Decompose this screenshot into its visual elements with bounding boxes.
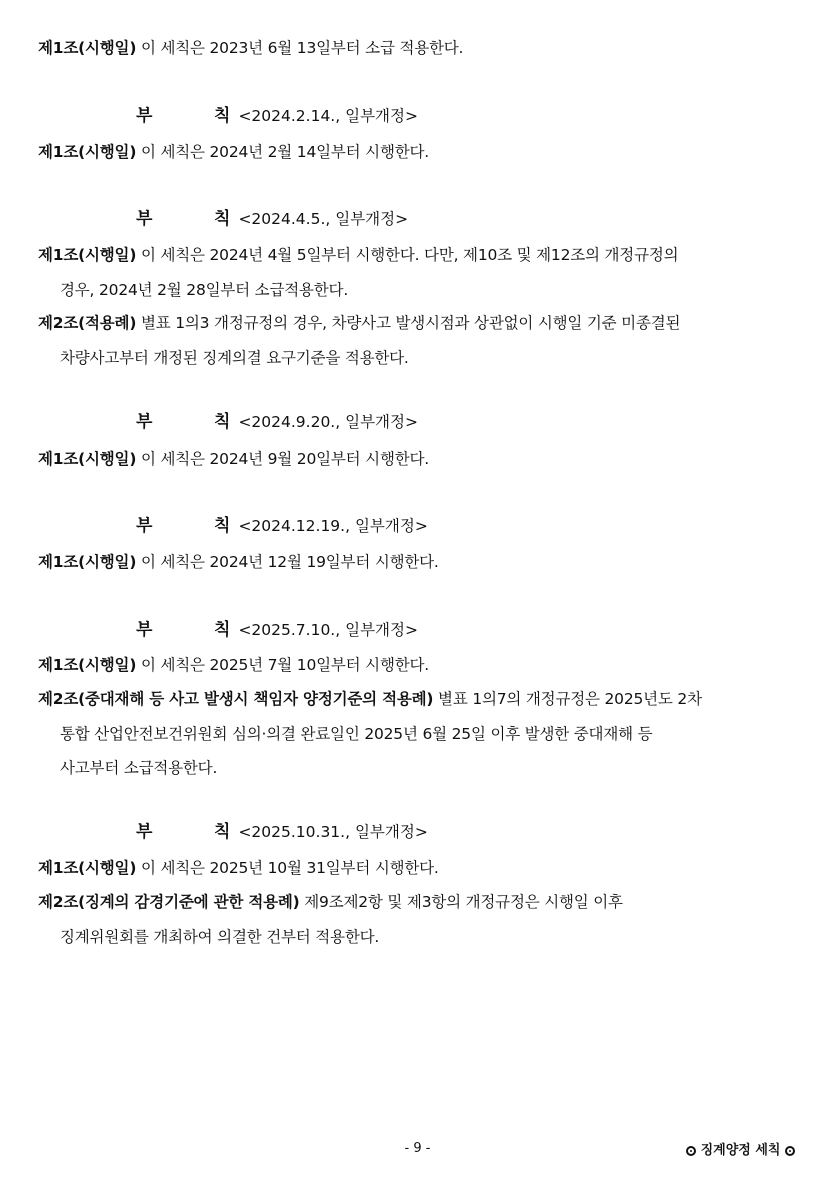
page-number: - 9 - [404,1141,431,1156]
addenda-label-chik: 칙 [214,106,231,126]
addenda-label-chik: 칙 [214,822,231,842]
addenda-label-bu: 부 [136,209,153,229]
article-continuation: 사고부터 소급적용한다. [60,759,218,777]
article [38,306,798,375]
article-heading: 제1조(시행일) [38,656,137,674]
addenda-label-chik: 칙 [214,620,231,640]
addenda-label-bu: 부 [136,516,153,536]
article-heading: 제1조(시행일) [38,39,137,57]
article-continuation: 징계위원회를 개최하여 의결한 건부터 적용한다. [60,927,380,946]
article [38,648,798,683]
amendment-date: <2025.7.10., 일부개정> [238,621,418,639]
amendment-date: <2024.2.14., 일부개정> [238,107,418,125]
bullseye-icon [686,1146,696,1156]
addenda-label-bu: 부 [136,620,153,640]
addenda-label-bu: 부 [136,106,153,126]
article-continuation: 경우, 2024년 2월 28일부터 소급적용한다. [60,280,349,299]
article [38,442,798,477]
article [38,545,798,580]
article-text: 이 세칙은 2024년 9월 20일부터 시행한다. [136,450,429,468]
article-heading: 제2조(적용례) [38,314,137,332]
addenda-heading [136,618,418,642]
article-continuation: 통합 산업안전보건위원회 심의·의결 완료일인 2025년 6월 25일 이후 발생한 중대재해 등 [60,724,653,743]
article [38,885,798,954]
article [38,238,798,307]
article-text: 별표 1의7의 개정규정은 2025년도 2차 [433,690,702,708]
addenda-heading [136,410,418,434]
article [38,135,798,170]
article [38,682,798,786]
article-heading: 제1조(시행일) [38,553,137,571]
document-title-text: 징계양정 세칙 [700,1143,781,1158]
article [38,31,798,66]
addenda-label-bu: 부 [136,822,153,842]
article-text: 이 세칙은 2024년 2월 14일부터 시행한다. [136,143,429,161]
article-heading: 제1조(시행일) [38,143,137,161]
article-heading: 제2조(중대재해 등 사고 발생시 책임자 양정기준의 적용례) [38,690,434,708]
article-text: 이 세칙은 2024년 12월 19일부터 시행한다. [136,553,439,571]
article-text: 제9조제2항 및 제3항의 개정규정은 시행일 이후 [299,893,623,911]
article-continuation: 차량사고부터 개정된 징계의결 요구기준을 적용한다. [60,348,409,367]
article-text: 이 세칙은 2024년 4월 5일부터 시행한다. 다만, 제10조 및 제12조의 개정규정의 [136,246,679,264]
amendment-date: <2024.4.5., 일부개정> [238,210,409,228]
bullseye-icon [785,1146,795,1156]
article-text: 이 세칙은 2023년 6월 13일부터 소급 적용한다. [136,39,464,57]
article [38,851,798,886]
article-heading: 제1조(시행일) [38,859,137,877]
addenda-heading [136,207,408,231]
addenda-label-chik: 칙 [214,209,231,229]
article-heading: 제1조(시행일) [38,246,137,264]
addenda-heading [136,514,428,538]
article-heading: 제1조(시행일) [38,450,137,468]
addenda-heading [136,820,428,844]
amendment-date: <2025.10.31., 일부개정> [238,823,428,841]
addenda-label-bu: 부 [136,412,153,432]
document-title [686,1139,795,1158]
article-heading: 제2조(징계의 감경기준에 관한 적용례) [38,893,300,911]
addenda-label-chik: 칙 [214,412,231,432]
amendment-date: <2024.9.20., 일부개정> [238,413,418,431]
addenda-heading [136,104,418,128]
article-text: 이 세칙은 2025년 7월 10일부터 시행한다. [136,656,429,674]
addenda-label-chik: 칙 [214,516,231,536]
article-text: 이 세칙은 2025년 10월 31일부터 시행한다. [136,859,439,877]
article-text: 별표 1의3 개정규정의 경우, 차량사고 발생시점과 상관없이 시행일 기준 미종결된 [136,314,681,332]
amendment-date: <2024.12.19., 일부개정> [238,517,428,535]
